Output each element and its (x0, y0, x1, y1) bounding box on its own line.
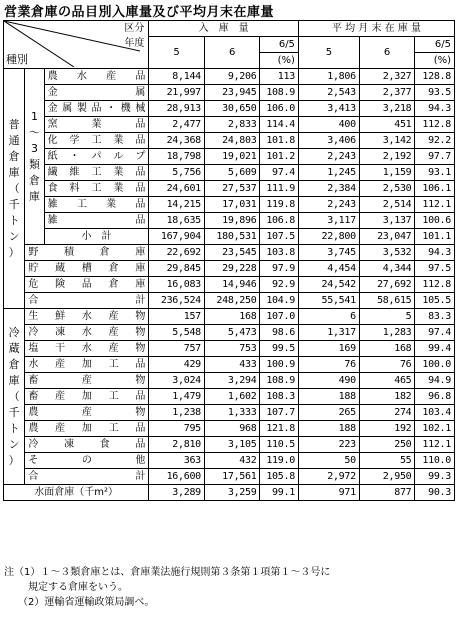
cell-stock-5: 50 (298, 453, 359, 469)
cell-stock-6: 2,514 (359, 197, 415, 213)
row-label: 冷凍食品 (25, 437, 149, 453)
cell-stock-ratio: 100.6 (415, 213, 455, 229)
rui13-label-char: 倉 (28, 173, 40, 187)
futsu-label-char: ト (8, 213, 20, 227)
subtotal-stock-5: 22,800 (298, 229, 359, 245)
cell-in-5: 24,368 (149, 133, 205, 149)
reizo-total-stock-5: 2,972 (298, 469, 359, 485)
cell-stock-6: 250 (359, 437, 415, 453)
row-label: 金属 (44, 85, 149, 101)
table-row (4, 165, 455, 181)
cell-in-6: 432 (204, 453, 260, 469)
header-in-col_6: 6 (204, 37, 260, 69)
cell-stock-6: 76 (359, 357, 415, 373)
cell-in-5: 24,601 (149, 181, 205, 197)
header-group-stock: 平 均 月 末 在 庫 量 (298, 21, 454, 37)
row-label: 農産物 (25, 405, 149, 421)
cell-in-5: 21,997 (149, 85, 205, 101)
table-row (4, 117, 455, 133)
cell-stock-ratio: 96.8 (415, 389, 455, 405)
cell-in-6: 433 (204, 357, 260, 373)
cell-in-5: 29,845 (149, 261, 205, 277)
futsu-total-label (25, 293, 149, 309)
reizo-label-char: 千 (8, 405, 20, 419)
cell-in-ratio: 108.9 (260, 85, 298, 101)
table-row (4, 85, 455, 101)
table-row (4, 421, 455, 437)
table-row (4, 149, 455, 165)
cell-in-6: 19,896 (204, 213, 260, 229)
futsu-total-in-6: 248,250 (204, 293, 260, 309)
table-row (4, 341, 455, 357)
cell-stock-6: 3,137 (359, 213, 415, 229)
futsu-label-char: 倉 (8, 149, 20, 163)
reizo-label-char: 冷 (8, 325, 20, 339)
row-label: 貯蔵槽倉庫 (25, 261, 149, 277)
note-1-cont: 規定する倉庫をいう。 (28, 582, 128, 593)
row-label: 化学工業品 (44, 133, 149, 149)
header-in-pct: (%) (260, 53, 298, 69)
row-label: 塩干水産物 (25, 341, 149, 357)
cell-stock-ratio: 112.8 (415, 117, 455, 133)
cell-in-ratio: 92.9 (260, 277, 298, 293)
reizo-label-char: 蔵 (8, 341, 20, 355)
cell-in-6: 753 (204, 341, 260, 357)
futsu-label-char: 通 (8, 133, 20, 147)
row-label: 畜産物 (25, 373, 149, 389)
reizo-total-stock-ratio: 99.3 (415, 469, 455, 485)
suimen-label: 水面倉庫（千m²） (4, 485, 149, 501)
cell-stock-5: 3,406 (298, 133, 359, 149)
futsu-label-char: ） (8, 245, 20, 259)
subtotal-in-ratio: 107.5 (260, 229, 298, 245)
header-stock-col_5: 5 (298, 37, 359, 69)
cell-in-6: 19,021 (204, 149, 260, 165)
row-label: 畜産加工品 (25, 389, 149, 405)
table-row (4, 453, 455, 469)
cell-in-ratio: 119.8 (260, 197, 298, 213)
cell-stock-ratio: 100.0 (415, 357, 455, 373)
cell-stock-ratio: 128.8 (415, 69, 455, 85)
cell-in-5: 8,144 (149, 69, 205, 85)
suimen-in-6: 3,259 (204, 485, 260, 501)
cell-in-ratio: 106.8 (260, 213, 298, 229)
cell-stock-5: 3,413 (298, 101, 359, 117)
table-row (4, 213, 455, 229)
note-1: 注（1）１〜３類倉庫とは、倉庫業法施行規則第３条第１項第１〜３号に (4, 567, 331, 578)
cell-in-ratio: 119.0 (260, 453, 298, 469)
cell-in-6: 14,946 (204, 277, 260, 293)
cell-stock-5: 6 (298, 309, 359, 325)
cell-in-6: 23,545 (204, 245, 260, 261)
cell-in-6: 968 (204, 421, 260, 437)
cell-in-ratio: 100.9 (260, 357, 298, 373)
cell-stock-ratio: 112.1 (415, 437, 455, 453)
suimen-row (4, 485, 455, 501)
cell-in-6: 30,650 (204, 101, 260, 117)
futsu-total-stock-5: 55,541 (298, 293, 359, 309)
cell-in-ratio: 107.7 (260, 405, 298, 421)
cell-stock-6: 3,532 (359, 245, 415, 261)
cell-stock-6: 1,159 (359, 165, 415, 181)
reizo-label-char: ン (8, 437, 20, 451)
cell-in-5: 2,810 (149, 437, 205, 453)
cell-stock-5: 400 (298, 117, 359, 133)
table-row (4, 101, 455, 117)
cell-stock-6: 168 (359, 341, 415, 357)
table-row (4, 197, 455, 213)
cell-in-5: 22,692 (149, 245, 205, 261)
cell-in-ratio: 121.8 (260, 421, 298, 437)
cell-stock-6: 192 (359, 421, 415, 437)
table-row (4, 181, 455, 197)
row-label: 水産加工品 (25, 357, 149, 373)
suimen-in-5: 3,289 (149, 485, 205, 501)
reizo-label-char: 倉 (8, 357, 20, 371)
rui13-label-char: 庫 (28, 189, 40, 203)
cell-stock-6: 3,218 (359, 101, 415, 117)
cell-in-6: 2,833 (204, 117, 260, 133)
futsu-total-stock-6: 58,615 (359, 293, 415, 309)
subtotal-stock-ratio: 101.1 (415, 229, 455, 245)
cell-stock-6: 3,142 (359, 133, 415, 149)
cell-in-6: 1,602 (204, 389, 260, 405)
cell-in-6: 3,105 (204, 437, 260, 453)
futsu-total-in-5: 236,524 (149, 293, 205, 309)
rui13-label-char: 〜 (28, 125, 40, 139)
rui13-label-char: 類 (28, 157, 40, 171)
cell-stock-5: 1,245 (298, 165, 359, 181)
cell-stock-ratio: 97.4 (415, 325, 455, 341)
cell-in-5: 18,798 (149, 149, 205, 165)
row-label: 生鮮水産物 (25, 309, 149, 325)
cell-stock-6: 465 (359, 373, 415, 389)
futsu-total-in-ratio: 104.9 (260, 293, 298, 309)
reizo-total-label (25, 469, 149, 485)
cell-stock-6: 1,283 (359, 325, 415, 341)
suimen-stock-ratio: 90.3 (415, 485, 455, 501)
cell-in-5: 28,913 (149, 101, 205, 117)
cell-stock-ratio: 103.4 (415, 405, 455, 421)
cell-stock-ratio: 93.1 (415, 165, 455, 181)
row-label: 雑品 (44, 213, 149, 229)
cell-stock-5: 223 (298, 437, 359, 453)
cell-in-ratio: 110.5 (260, 437, 298, 453)
rui13-label-char: 3 (30, 141, 38, 155)
table-row (4, 389, 455, 405)
cell-stock-ratio: 94.3 (415, 245, 455, 261)
table-row (4, 309, 455, 325)
cell-in-ratio: 97.9 (260, 261, 298, 277)
header-nendo: 年度 (124, 38, 145, 49)
cell-stock-ratio: 106.1 (415, 181, 455, 197)
futsu-label (4, 69, 25, 309)
cell-stock-ratio: 93.5 (415, 85, 455, 101)
subtotal-label: 小 計 (44, 229, 149, 245)
futsu-label-char: （ (8, 181, 20, 195)
table-row (4, 373, 455, 389)
cell-in-ratio: 114.4 (260, 117, 298, 133)
cell-stock-5: 169 (298, 341, 359, 357)
footnotes (4, 565, 330, 610)
cell-stock-5: 2,543 (298, 85, 359, 101)
cell-in-ratio: 98.6 (260, 325, 298, 341)
suimen-stock-5: 971 (298, 485, 359, 501)
cell-in-ratio: 111.9 (260, 181, 298, 197)
total-left: 合 (28, 470, 136, 482)
header-stock-pct: (%) (415, 53, 455, 69)
cell-stock-6: 2,377 (359, 85, 415, 101)
rui13-label (25, 69, 44, 245)
cell-in-6: 168 (204, 309, 260, 325)
subtotal-in-6: 180,531 (204, 229, 260, 245)
total-right: 計 (135, 470, 146, 482)
cell-stock-5: 265 (298, 405, 359, 421)
header-shubetsu: 種別 (6, 53, 28, 66)
cell-stock-ratio: 99.4 (415, 341, 455, 357)
futsu-label-char: 千 (8, 197, 20, 211)
suimen-in-ratio: 99.1 (260, 485, 298, 501)
cell-stock-5: 188 (298, 421, 359, 437)
cell-stock-5: 490 (298, 373, 359, 389)
header-stock-col_6: 6 (359, 37, 415, 69)
row-label: 農水産品 (44, 69, 149, 85)
row-label: 食料工業品 (44, 181, 149, 197)
row-label: 農産加工品 (25, 421, 149, 437)
cell-stock-ratio: 83.3 (415, 309, 455, 325)
cell-in-5: 757 (149, 341, 205, 357)
cell-stock-6: 274 (359, 405, 415, 421)
cell-in-ratio: 101.2 (260, 149, 298, 165)
cell-in-6: 3,294 (204, 373, 260, 389)
cell-in-6: 1,333 (204, 405, 260, 421)
reizo-label-char: 庫 (8, 373, 20, 387)
row-label: 危険品倉庫 (25, 277, 149, 293)
row-label: 金属製品・機械 (44, 101, 149, 117)
cell-stock-5: 2,243 (298, 197, 359, 213)
cell-stock-6: 2,192 (359, 149, 415, 165)
header-in-col_5: 5 (149, 37, 205, 69)
header-kubun: 区分 (124, 23, 145, 34)
futsu-label-char: ン (8, 229, 20, 243)
cell-in-ratio: 99.5 (260, 341, 298, 357)
cell-stock-5: 188 (298, 389, 359, 405)
warehouse-table-frame (3, 20, 455, 558)
cell-in-6: 24,803 (204, 133, 260, 149)
total-left: 合 (28, 294, 136, 306)
cell-in-5: 429 (149, 357, 205, 373)
cell-stock-5: 1,806 (298, 69, 359, 85)
page-title: 営業倉庫の品目別入庫量及び平均月末在庫量 (4, 5, 275, 20)
table-row (4, 325, 455, 341)
cell-in-ratio: 108.9 (260, 373, 298, 389)
table-row (4, 437, 455, 453)
reizo-label-char: ト (8, 421, 20, 435)
table-row (4, 133, 455, 149)
table-row (4, 245, 455, 261)
reizo-total-in-6: 17,561 (204, 469, 260, 485)
cell-in-6: 29,228 (204, 261, 260, 277)
table-row (4, 357, 455, 373)
cell-in-6: 23,945 (204, 85, 260, 101)
row-label: 冷凍水産物 (25, 325, 149, 341)
futsu-total-stock-ratio: 105.5 (415, 293, 455, 309)
cell-in-5: 18,635 (149, 213, 205, 229)
table-row (4, 277, 455, 293)
futsu-label-char: 庫 (8, 165, 20, 179)
cell-stock-6: 2,530 (359, 181, 415, 197)
reizo-total-stock-6: 2,950 (359, 469, 415, 485)
cell-in-ratio: 103.8 (260, 245, 298, 261)
cell-stock-ratio: 112.1 (415, 197, 455, 213)
cell-stock-6: 182 (359, 389, 415, 405)
cell-in-6: 5,473 (204, 325, 260, 341)
cell-stock-5: 76 (298, 357, 359, 373)
cell-stock-ratio: 97.7 (415, 149, 455, 165)
subtotal-in-5: 167,904 (149, 229, 205, 245)
warehouse-table (3, 20, 455, 501)
cell-stock-6: 451 (359, 117, 415, 133)
cell-in-5: 5,756 (149, 165, 205, 181)
cell-in-ratio: 101.8 (260, 133, 298, 149)
cell-in-ratio: 107.0 (260, 309, 298, 325)
cell-in-6: 9,206 (204, 69, 260, 85)
futsu-label-char: 普 (8, 117, 20, 131)
cell-stock-ratio: 97.5 (415, 261, 455, 277)
cell-stock-ratio: 92.2 (415, 133, 455, 149)
cell-stock-ratio: 110.0 (415, 453, 455, 469)
cell-in-ratio: 97.4 (260, 165, 298, 181)
cell-stock-5: 3,117 (298, 213, 359, 229)
table-row (4, 69, 455, 85)
row-label: 窯業品 (44, 117, 149, 133)
header-diagonal-cell (4, 21, 149, 69)
cell-in-5: 795 (149, 421, 205, 437)
row-label: 雑工業品 (44, 197, 149, 213)
cell-stock-5: 1,317 (298, 325, 359, 341)
cell-in-5: 2,477 (149, 117, 205, 133)
futsu-total-row (4, 293, 455, 309)
table-row (4, 261, 455, 277)
reizo-total-in-ratio: 105.8 (260, 469, 298, 485)
cell-stock-5: 3,745 (298, 245, 359, 261)
reizo-label (4, 309, 25, 485)
cell-in-ratio: 108.3 (260, 389, 298, 405)
cell-stock-ratio: 94.3 (415, 101, 455, 117)
cell-stock-6: 2,327 (359, 69, 415, 85)
cell-in-ratio: 113 (260, 69, 298, 85)
header-stock-ratio: 6/5 (415, 37, 455, 53)
cell-stock-6: 4,344 (359, 261, 415, 277)
table-row (4, 405, 455, 421)
row-label: 野積倉庫 (25, 245, 149, 261)
cell-stock-5: 2,243 (298, 149, 359, 165)
cell-stock-5: 2,384 (298, 181, 359, 197)
cell-in-5: 14,215 (149, 197, 205, 213)
cell-stock-6: 5 (359, 309, 415, 325)
header-in-ratio: 6/5 (260, 37, 298, 53)
rui13-label-char: 1 (30, 109, 38, 123)
cell-in-5: 5,548 (149, 325, 205, 341)
cell-stock-6: 55 (359, 453, 415, 469)
note-2: （2）運輸省運輸政策局調べ。 (18, 597, 155, 608)
row-label: その他 (25, 453, 149, 469)
cell-stock-ratio: 94.9 (415, 373, 455, 389)
row-label: 繊維工業品 (44, 165, 149, 181)
cell-stock-5: 24,542 (298, 277, 359, 293)
cell-stock-6: 27,692 (359, 277, 415, 293)
cell-in-5: 1,238 (149, 405, 205, 421)
subtotal-row (4, 229, 455, 245)
reizo-total-row (4, 469, 455, 485)
cell-in-5: 3,024 (149, 373, 205, 389)
cell-in-5: 16,083 (149, 277, 205, 293)
cell-in-6: 17,031 (204, 197, 260, 213)
cell-in-6: 27,537 (204, 181, 260, 197)
header-group-in: 入 庫 量 (149, 21, 299, 37)
cell-in-5: 363 (149, 453, 205, 469)
header-row-1 (4, 21, 455, 37)
cell-in-6: 5,609 (204, 165, 260, 181)
cell-in-5: 1,479 (149, 389, 205, 405)
cell-stock-ratio: 102.1 (415, 421, 455, 437)
total-right: 計 (135, 294, 146, 306)
reizo-label-char: （ (8, 389, 20, 403)
subtotal-stock-6: 23,047 (359, 229, 415, 245)
reizo-total-in-5: 16,600 (149, 469, 205, 485)
cell-in-5: 157 (149, 309, 205, 325)
cell-stock-5: 4,454 (298, 261, 359, 277)
reizo-label-char: ） (8, 453, 20, 467)
cell-stock-ratio: 112.8 (415, 277, 455, 293)
row-label: 紙・パルプ (44, 149, 149, 165)
suimen-stock-6: 877 (359, 485, 415, 501)
cell-in-ratio: 106.0 (260, 101, 298, 117)
